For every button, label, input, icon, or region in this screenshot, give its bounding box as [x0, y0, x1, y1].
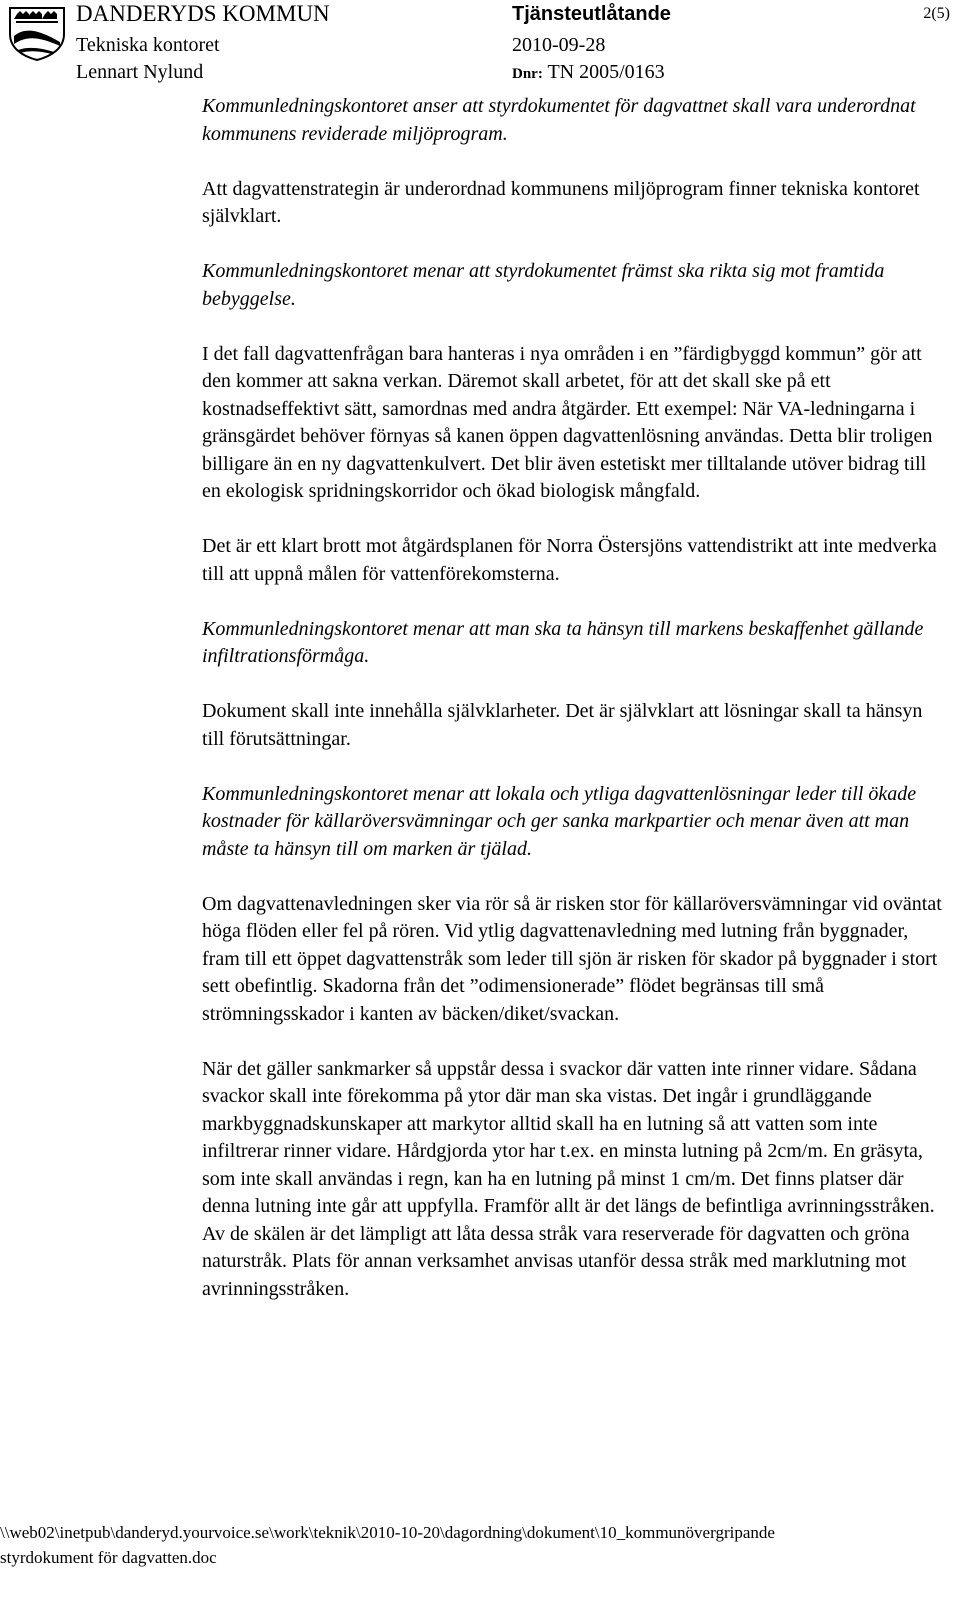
document-header	[0, 0, 960, 90]
file-path-line-1: \\web02\inetpub\danderyd.yourvoice.se\work\teknik\2010-10-20\dagordning\dokument\10_kommunövergripande	[0, 1523, 775, 1542]
paragraph: Kommunledningskontoret menar att lokala och ytliga dagvattenlösningar leder till ökade kostnader för källaröversvämningar och ger sanka markpartier och menar även att man måste ta hänsyn till om marken är tjälad.	[202, 782, 917, 860]
document-body	[202, 93, 942, 1331]
office-name: Tekniska kontoret	[76, 34, 220, 56]
paragraph: Dokument skall inte innehålla självklarheter. Det är självklart att lösningar skall ta hänsyn till förutsättningar.	[202, 700, 923, 750]
document-date: 2010-09-28	[512, 34, 606, 56]
document-footer	[0, 1520, 960, 1570]
paragraph: Kommunledningskontoret anser att styrdokumentet för dagvattnet skall vara underordnat kommunens reviderade miljöprogram.	[202, 95, 916, 145]
organization-name: DANDERYDS KOMMUN	[76, 1, 330, 26]
case-number	[512, 60, 665, 86]
paragraph: Kommunledningskontoret menar att styrdokumentet främst ska rikta sig mot framtida bebyggelse.	[202, 260, 885, 310]
page-number: 2(5)	[923, 5, 950, 22]
paragraph: Kommunledningskontoret menar att man ska ta hänsyn till markens beskaffenhet gällande infiltrationsförmåga.	[202, 617, 924, 667]
document-type: Tjänsteutlåtande	[512, 3, 671, 25]
file-path-line-2: styrdokument för dagvatten.doc	[0, 1548, 217, 1567]
municipal-coat-of-arms-icon	[8, 6, 66, 61]
author-name: Lennart Nylund	[76, 61, 204, 83]
case-number-value: TN 2005/0163	[547, 61, 665, 83]
paragraph: Att dagvattenstrategin är underordnad kommunens miljöprogram finner tekniska kontoret självklart.	[202, 177, 920, 227]
paragraph: När det gäller sankmarker så uppstår dessa i svackor där vatten inte rinner vidare. Sådana svackor skall inte förekomma på ytor där man ska vistas. Det ingår i grundläggande markbyggnadskunskaper att markytor alltid skall ha en lutning så att vatten som inte infiltrerar rinner vidare. Hårdgjorda ytor har t.ex. en minsta lutning på 2cm/m. En gräsyta, som inte skall användas i regn, kan ha en lutning på minst 1 cm/m. Det finns platser där denna lutning inte går att uppfylla. Framför allt är det längs de befintliga avrinningsstråken. Av de skälen är det lämpligt att låta dessa stråk vara reserverade för dagvatten och gröna naturstråk. Plats för annan verksamhet anvisas utanför dessa stråk med marklutning mot avrinningsstråken.	[202, 1057, 935, 1300]
case-number-label: Dnr:	[512, 66, 543, 82]
paragraph: I det fall dagvattenfrågan bara hanteras i nya områden i en ”färdigbyggd kommun” gör att den kommer att sakna verkan. Däremot skall arbetet, för att det skall ske på ett kostnadseffektivt sätt, samordnas med andra åtgärder. Ett exempel: När VA-ledningarna i gränsgärdet behöver förnyas så kanen öppen dagvattenlösning användas. Detta blir troligen billigare än en ny dagvattenkulvert. Det blir även estetiskt mer tilltalande utöver bidrag till en ekologisk spridningskorridor och ökad biologisk mångfald.	[202, 342, 933, 502]
paragraph: Det är ett klart brott mot åtgärdsplanen för Norra Östersjöns vattendistrikt att inte medverka till att uppnå målen för vattenförekomsterna.	[202, 535, 937, 585]
paragraph: Om dagvattenavledningen sker via rör så är risken stor för källaröversvämningar vid oväntat höga flöden eller fel på rören. Vid ytlig dagvattenavledning med lutning från byggnader, fram till ett öppet dagvattenstråk som leder till sjön är risken för skador på byggnader i stort sett obefintlig. Skadorna från det ”odimensionerade” flödet begränsas till små strömningsskador i kanten av bäcken/diket/svackan.	[202, 892, 942, 1025]
